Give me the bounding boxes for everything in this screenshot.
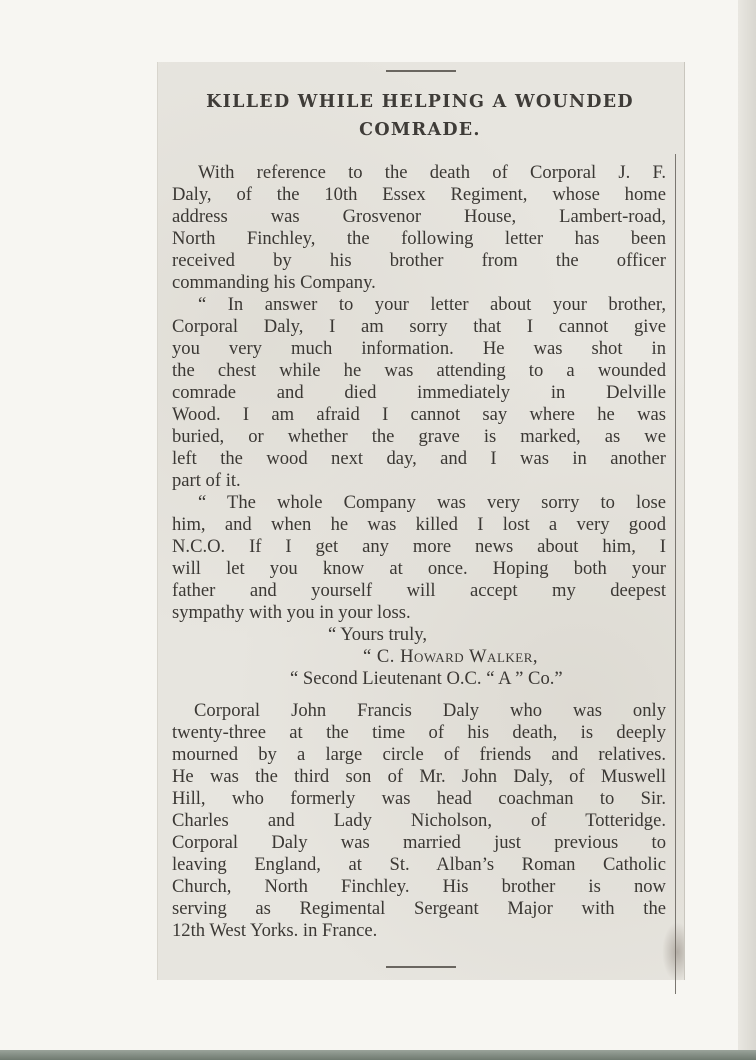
article-line: serving as Regimental Sergeant Major with the: [172, 898, 666, 919]
article-line: Wood. I am afraid I cannot say where he was: [172, 404, 666, 425]
article-line: buried, or whether the grave is marked, as we: [172, 426, 666, 447]
article-line: received by his brother from the officer: [172, 250, 666, 271]
article-line: father and yourself will accept my deepest: [172, 580, 666, 601]
article-line: Corporal Daly was married just previous to: [172, 832, 666, 853]
headline-line-2: COMRADE.: [359, 120, 481, 140]
article-line: “ In answer to your letter about your brother,: [198, 294, 666, 315]
article-line: Daly, of the 10th Essex Regiment, whose home: [172, 184, 666, 205]
article-line: left the wood next day, and I was in another: [172, 448, 666, 469]
top-divider-rule: [386, 70, 456, 72]
article-line: twenty-three at the time of his death, is deeply: [172, 722, 666, 743]
article-line: him, and when he was killed I lost a very good: [172, 514, 666, 535]
newspaper-clipping: [158, 62, 684, 980]
article-line: 12th West Yorks. in France.: [172, 920, 378, 941]
article-line: comrade and died immediately in Delville: [172, 382, 666, 403]
article-line: leaving England, at St. Alban’s Roman Catholic: [172, 854, 666, 875]
article-line: He was the third son of Mr. John Daly, of Muswell: [172, 766, 666, 787]
letter-signature-rank: “ Second Lieutenant O.C. “ A ” Co.”: [290, 668, 563, 689]
article-line: sympathy with you in your loss.: [172, 602, 411, 623]
article-line: will let you know at once. Hoping both your: [172, 558, 666, 579]
article-headline: [170, 88, 670, 144]
article-line: Charles and Lady Nicholson, of Totteridge.: [172, 810, 666, 831]
article-line: commanding his Company.: [172, 272, 376, 293]
article-line: Hill, who formerly was head coachman to Sir.: [172, 788, 666, 809]
article-line: Church, North Finchley. His brother is now: [172, 876, 666, 897]
article-line: N.C.O. If I get any more news about him, I: [172, 536, 666, 557]
article-line: “ The whole Company was very sorry to lose: [198, 492, 666, 513]
article-line: Corporal John Francis Daly who was only: [194, 700, 666, 721]
article-line: the chest while he was attending to a wounded: [172, 360, 666, 381]
scan-bottom-edge: [0, 1050, 756, 1060]
article-line: North Finchley, the following letter has been: [172, 228, 666, 249]
article-line: you very much information. He was shot in: [172, 338, 666, 359]
headline-line-1: KILLED WHILE HELPING A WOUNDED: [206, 92, 634, 112]
letter-closing: “ Yours truly,: [328, 624, 428, 645]
clipping-column-rule: [675, 154, 676, 994]
article-line: part of it.: [172, 470, 241, 491]
scan-right-edge: [738, 0, 756, 1060]
article-line: Corporal Daly, I am sorry that I cannot give: [172, 316, 666, 337]
article-line: address was Grosvenor House, Lambert-road,: [172, 206, 666, 227]
letter-signature: “ C. Howard Walker,: [363, 646, 539, 667]
article-line: With reference to the death of Corporal J. F.: [198, 162, 666, 183]
paper-stain: [662, 922, 684, 982]
article-line: mourned by a large circle of friends and relatives.: [172, 744, 666, 765]
bottom-divider-rule: [386, 966, 456, 968]
